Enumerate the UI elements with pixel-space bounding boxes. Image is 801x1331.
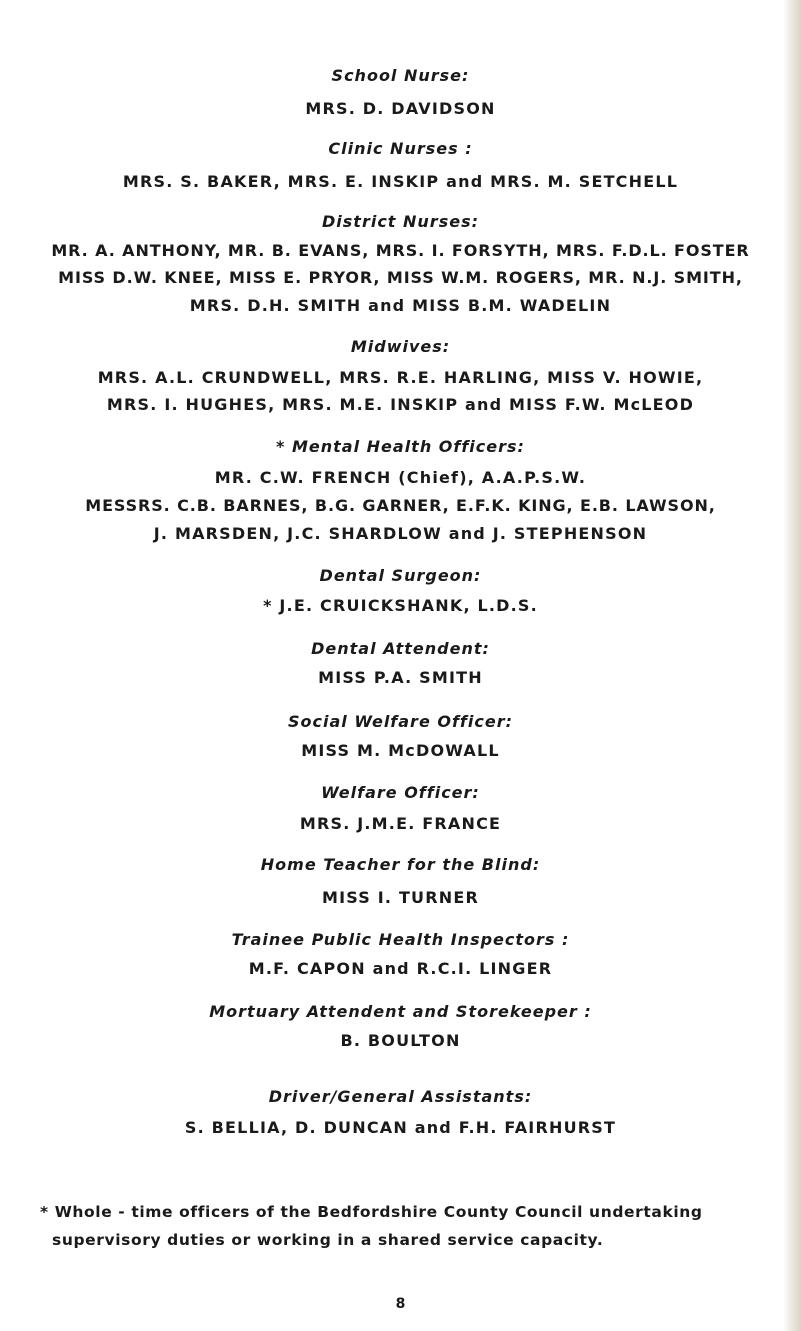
role-heading-home-teacher: Home Teacher for the Blind: — [260, 855, 541, 874]
names-line: MRS. D.H. SMITH and MISS B.M. WADELIN — [189, 296, 612, 315]
names-line: MR. A. ANTHONY, MR. B. EVANS, MRS. I. FORSYTH, MRS. F.D.L. FOSTER — [51, 241, 750, 260]
names-line: * J.E. CRUICKSHANK, L.D.S. — [263, 596, 538, 615]
names-line: J. MARSDEN, J.C. SHARDLOW and J. STEPHENSON — [153, 524, 648, 543]
role-heading-mortuary-attendent: Mortuary Attendent and Storekeeper : — [209, 1002, 592, 1021]
role-heading-mental-health-officers: * Mental Health Officers: — [276, 437, 525, 456]
names-line: B. BOULTON — [340, 1031, 461, 1050]
names-line: MR. C.W. FRENCH (Chief), A.A.P.S.W. — [214, 468, 587, 487]
role-heading-dental-surgeon: Dental Surgeon: — [319, 566, 482, 585]
role-heading-driver-general-assistants: Driver/General Assistants: — [268, 1087, 533, 1106]
role-heading-midwives: Midwives: — [350, 337, 451, 356]
footnote-line-2: supervisory duties or working in a shared service capacity. — [52, 1231, 604, 1249]
footnote-line-1: * Whole - time officers of the Bedfordshire County Council undertaking — [40, 1203, 703, 1221]
names-line: MISS I. TURNER — [321, 888, 480, 907]
names-line: MISS M. McDOWALL — [301, 741, 500, 760]
role-heading-trainee-inspectors: Trainee Public Health Inspectors : — [231, 930, 570, 949]
names-line: MESSRS. C.B. BARNES, B.G. GARNER, E.F.K. KING, E.B. LAWSON, — [85, 496, 716, 515]
names-line: MRS. J.M.E. FRANCE — [299, 814, 502, 833]
names-line: M.F. CAPON and R.C.I. LINGER — [248, 959, 553, 978]
names-line: MRS. I. HUGHES, MRS. M.E. INSKIP and MISS F.W. McLEOD — [106, 395, 695, 414]
names-line: MRS. S. BAKER, MRS. E. INSKIP and MRS. M. SETCHELL — [122, 172, 679, 191]
role-heading-school-nurse: School Nurse: — [331, 66, 470, 85]
page-number: 8 — [395, 1296, 406, 1312]
role-heading-district-nurses: District Nurses: — [322, 212, 479, 231]
role-heading-social-welfare-officer: Social Welfare Officer: — [288, 712, 513, 731]
role-heading-welfare-officer: Welfare Officer: — [321, 783, 480, 802]
names-line: MRS. A.L. CRUNDWELL, MRS. R.E. HARLING, MISS V. HOWIE, — [97, 368, 704, 387]
names-line: MISS D.W. KNEE, MISS E. PRYOR, MISS W.M. ROGERS, MR. N.J. SMITH, — [58, 268, 743, 287]
role-heading-clinic-nurses: Clinic Nurses : — [328, 139, 473, 158]
names-line: MISS P.A. SMITH — [318, 668, 483, 687]
role-heading-dental-attendent: Dental Attendent: — [311, 639, 490, 658]
names-line: MRS. D. DAVIDSON — [305, 99, 496, 118]
names-line: S. BELLIA, D. DUNCAN and F.H. FAIRHURST — [184, 1118, 617, 1137]
